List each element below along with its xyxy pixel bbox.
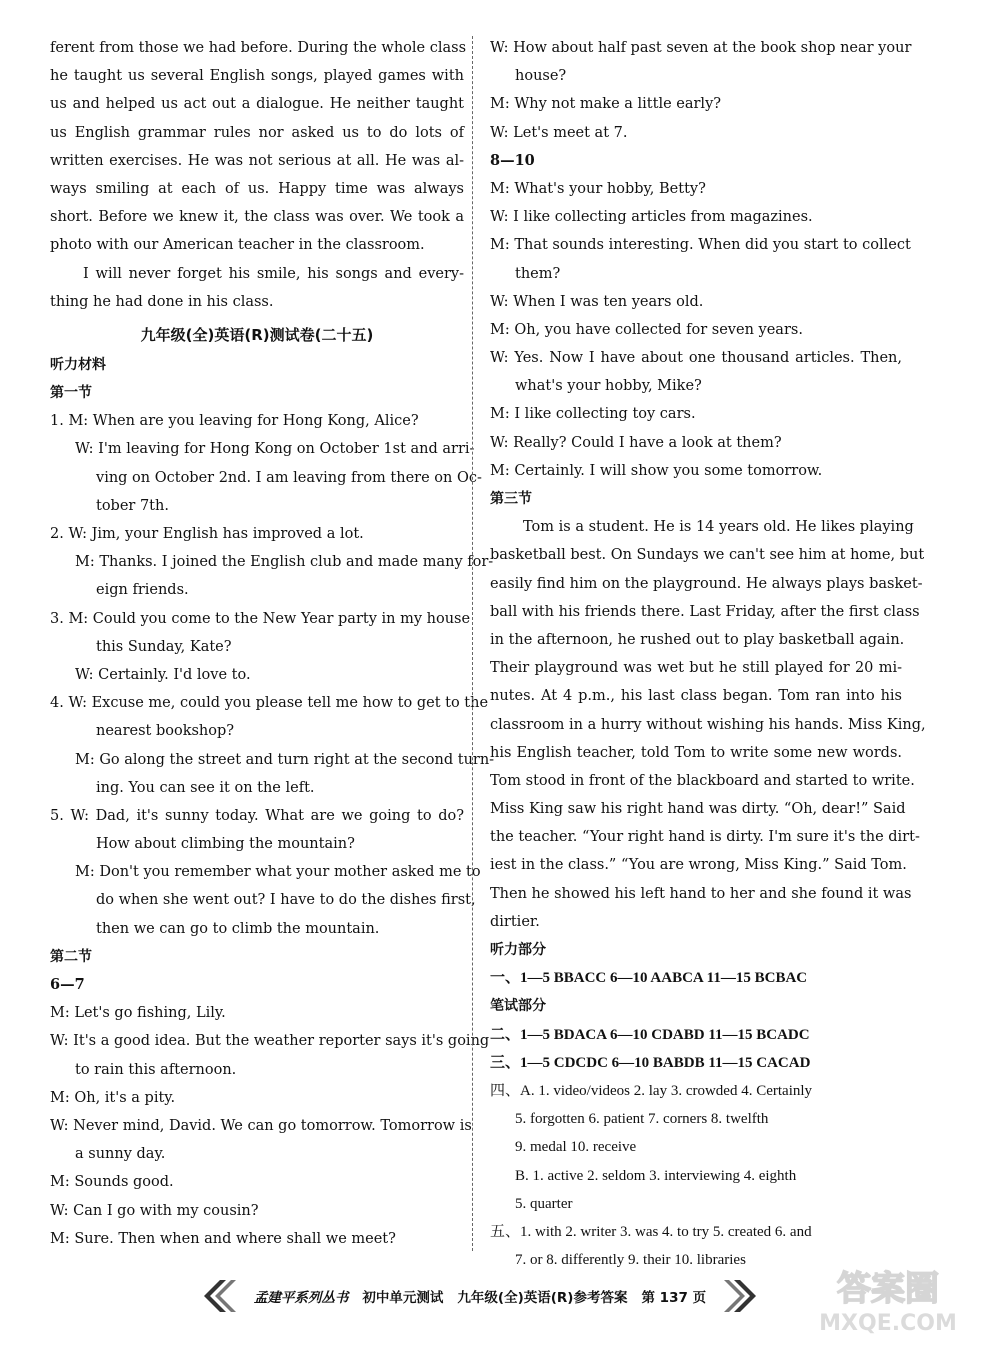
dialog-line: this Sunday, Kate? <box>96 638 232 655</box>
svg-text:MXQE.COM: MXQE.COM <box>819 1311 957 1336</box>
story-line: his English teacher, told Tom to write some new words. <box>490 744 902 761</box>
dialog-line: house? <box>515 68 567 85</box>
story-line: easily find him on the playground. He always plays basket- <box>490 575 923 592</box>
dialog-line: W: I like collecting articles from magazines. <box>490 209 813 226</box>
dialog-line: them? <box>515 265 561 282</box>
dialog-line: W: Certainly. I'd love to. <box>75 666 251 683</box>
answer-line: 9. medal 10. receive <box>515 1139 637 1156</box>
left-column <box>50 34 495 1253</box>
answer-line: 5. forgotten 6. patient 7. corners 8. twelfth <box>515 1111 769 1128</box>
dialog-line: M: That sounds interesting. When did you start to collect <box>490 237 911 254</box>
dialog-line: W: Yes. Now I have about one thousand articles. Then, <box>490 350 902 367</box>
dialog-line: eign friends. <box>96 582 189 599</box>
chevron-right-icon <box>720 1276 760 1316</box>
subject-name: 九年级(全)英语(R)参考答案 <box>457 1290 628 1306</box>
story-line: basketball best. On Sundays we can't see him at home, but <box>490 547 925 564</box>
dialog-line: 5. W: Dad, it's sunny today. What are we going to do? <box>50 807 464 824</box>
dialog-line: ving on October 2nd. I am leaving from there on Oc- <box>96 469 482 486</box>
answer-line: 四、A. 1. video/videos 2. lay 3. crowded 4. Certainly <box>490 1082 813 1099</box>
text-line: ferent from those we had before. During the whole class <box>50 40 467 56</box>
text-line: us and helped us act out a dialogue. He neither taught <box>50 96 464 113</box>
dialog-line: what's your hobby, Mike? <box>515 378 702 395</box>
answer-line: B. 1. active 2. seldom 3. interviewing 4. eighth <box>515 1167 797 1184</box>
story-line: classroom in a hurry without wishing his hands. Miss King, <box>490 716 926 733</box>
dialog-line: M: Certainly. I will show you some tomorrow. <box>490 462 823 479</box>
story-line: Tom is a student. He is 14 years old. He likes playing <box>523 519 914 536</box>
story-line: iest in the class.” “You are wrong, Miss King.” Said Tom. <box>490 857 907 874</box>
text-line: ways smiling at each of us. Happy time was always <box>50 180 464 197</box>
dialog-line: M: Go along the street and turn right at the second turn- <box>75 751 495 768</box>
dialog-line: W: It's a good idea. But the weather reporter says it's going <box>50 1033 490 1050</box>
section-heading: 笔试部分 <box>490 998 546 1015</box>
story-line: dirtier. <box>490 913 540 930</box>
dialog-line: nearest bookshop? <box>96 723 235 740</box>
section-heading: 第一节 <box>50 385 92 402</box>
story-line: Their playground was wet but he still played for 20 mi- <box>490 660 902 677</box>
dialog-line: M: Oh, it's a pity. <box>50 1089 176 1106</box>
answer-line: 二、1—5 BDACA 6—10 CDABD 11—15 BCADC <box>490 1026 810 1043</box>
section-heading: 听力材料 <box>50 356 106 373</box>
test-title: 九年级(全)英语(R)测试卷(二十五) <box>140 325 374 344</box>
dialog-line: M: Why not make a little early? <box>490 96 722 113</box>
text-line: photo with our American teacher in the classroom. <box>50 237 425 254</box>
story-line: nutes. At 4 p.m., his last class began. Tom ran into his <box>490 688 902 705</box>
dialog-line: 1. M: When are you leaving for Hong Kong, Alice? <box>50 413 419 430</box>
dialog-line: M: Thanks. I joined the English club and made many for- <box>75 554 494 571</box>
text-line: he taught us several English songs, played games with <box>50 68 464 85</box>
section-heading: 听力部分 <box>490 942 546 958</box>
dialog-line: W: When I was ten years old. <box>490 293 704 310</box>
answer-line: 一、1—5 BBACC 6—10 AABCA 11—15 BCBAC <box>490 970 808 987</box>
series-name: 孟建平系列丛书 <box>253 1290 349 1306</box>
text-line: thing he had done in his class. <box>50 293 274 310</box>
section-heading: 第二节 <box>50 948 92 965</box>
dialog-line: W: Can I go with my cousin? <box>50 1202 259 1219</box>
answer-line: 五、1. with 2. writer 3. was 4. to try 5. created 6. and <box>490 1223 812 1240</box>
dialog-line: 3. M: Could you come to the New Year party in my house <box>50 610 471 627</box>
dialog-line: tober 7th. <box>96 497 169 514</box>
dialog-line: M: Sounds good. <box>50 1174 174 1191</box>
dialog-line: M: Oh, you have collected for seven years. <box>490 321 803 338</box>
watermark-logo <box>798 1264 978 1336</box>
column-divider <box>472 36 473 1251</box>
dialog-line: then we can go to climb the mountain. <box>96 920 380 937</box>
dialog-line: W: I'm leaving for Hong Kong on October 1st and arri- <box>75 441 475 458</box>
answer-line: 5. quarter <box>515 1195 573 1212</box>
dialog-line: M: Let's go fishing, Lily. <box>50 1005 226 1022</box>
dialog-line: M: What's your hobby, Betty? <box>490 180 706 197</box>
svg-text:答案圈: 答案圈 <box>837 1269 939 1309</box>
chevron-left-icon <box>200 1276 240 1316</box>
dialog-line: do when she went out? I have to do the dishes first, <box>96 892 476 909</box>
range-label: 8—10 <box>490 151 535 169</box>
dialog-line: W: How about half past seven at the book shop near your <box>490 40 912 56</box>
page-number: 第 137 页 <box>641 1290 707 1306</box>
story-line: Then he showed his left hand to her and she found it was <box>490 885 912 902</box>
story-line: ball with his friends there. Last Friday, after the first class <box>490 603 920 620</box>
dialog-line: ing. You can see it on the left. <box>96 779 315 796</box>
dialog-line: W: Never mind, David. We can go tomorrow. Tomorrow is <box>50 1117 472 1134</box>
section-heading: 第三节 <box>490 491 532 507</box>
story-line: in the afternoon, he rushed out to play basketball again. <box>490 631 905 648</box>
story-line: Tom stood in front of the blackboard and started to write. <box>490 772 915 789</box>
dialog-line: M: I like collecting toy cars. <box>490 406 696 423</box>
dialog-line: 4. W: Excuse me, could you please tell me how to get to the <box>50 695 489 712</box>
story-line: Miss King saw his right hand was dirty. “Oh, dear!” Said <box>490 801 906 818</box>
dialog-line: W: Really? Could I have a look at them? <box>490 434 782 451</box>
book-name: 初中单元测试 <box>362 1290 444 1306</box>
dialog-line: a sunny day. <box>75 1146 166 1163</box>
dialog-line: M: Sure. Then when and where shall we meet? <box>50 1230 396 1247</box>
page-footer <box>185 1276 775 1316</box>
text-line: written exercises. He was not serious at all. He was al- <box>50 152 464 169</box>
range-label: 6—7 <box>50 976 85 993</box>
answer-line: 7. or 8. differently 9. their 10. libraries <box>515 1252 746 1269</box>
text-line: I will never forget his smile, his songs and every- <box>83 265 464 282</box>
dialog-line: M: Don't you remember what your mother asked me to <box>75 864 481 881</box>
dialog-line: W: Let's meet at 7. <box>490 124 628 141</box>
right-column <box>490 34 926 1274</box>
text-line: short. Before we knew it, the class was over. We took a <box>50 209 464 226</box>
story-line: the teacher. “Your right hand is dirty. I'm sure it's the dirt- <box>490 829 920 846</box>
text-line: us English grammar rules nor asked us to do lots of <box>50 124 464 141</box>
dialog-line: 2. W: Jim, your English has improved a lot. <box>50 526 364 542</box>
dialog-line: to rain this afternoon. <box>75 1061 237 1078</box>
answer-line: 三、1—5 CDCDC 6—10 BABDB 11—15 CACAD <box>490 1054 811 1071</box>
dialog-line: How about climbing the mountain? <box>96 836 355 853</box>
